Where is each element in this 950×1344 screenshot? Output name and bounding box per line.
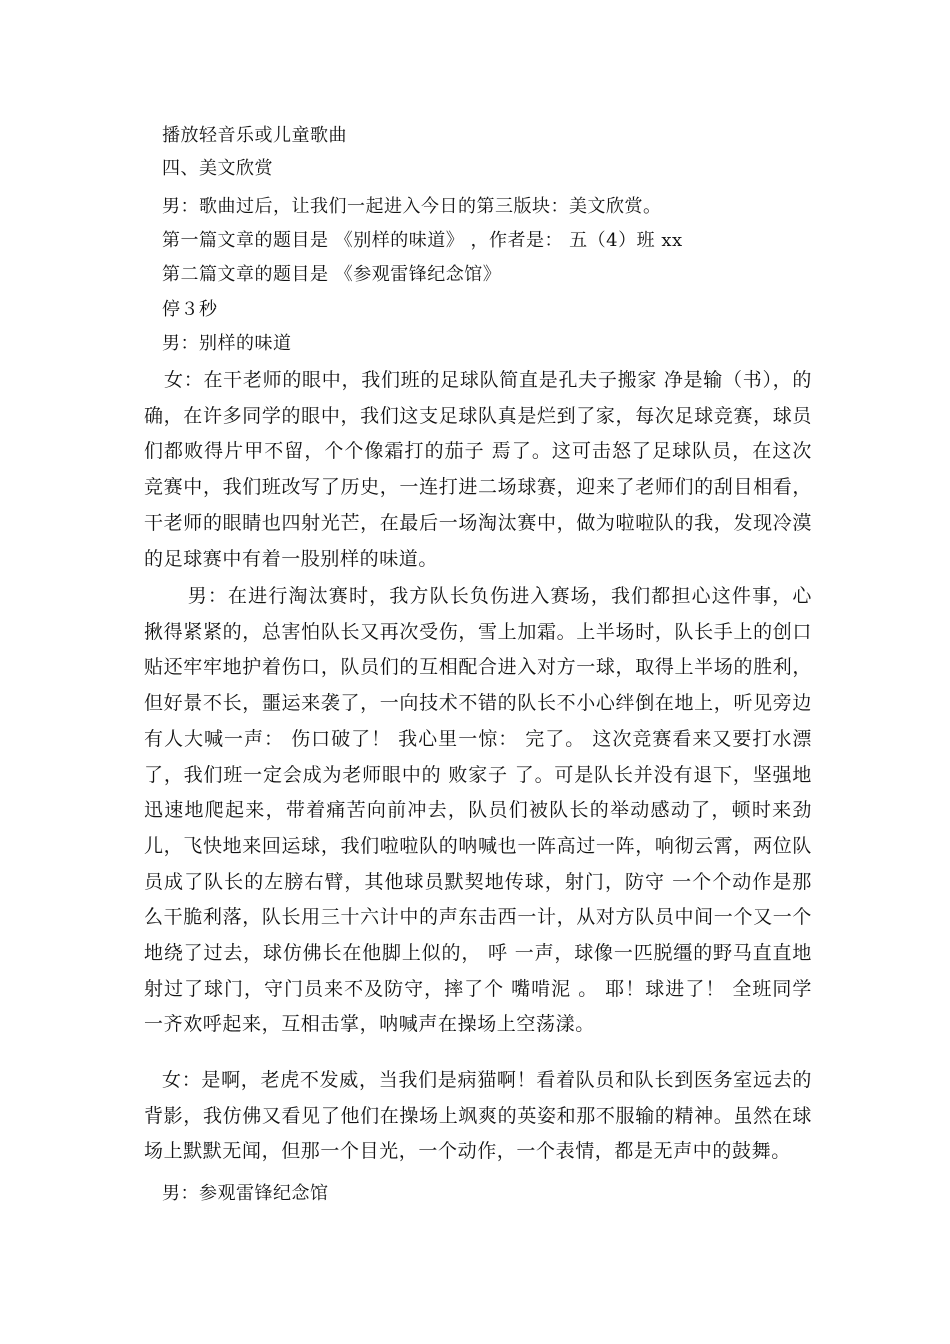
first-article-line: 第一篇文章的题目是 《别样的味道》 ，作者是： 五（4）班 xx <box>162 230 683 251</box>
female-paragraph-2: 女：是啊，老虎不发威，当我们是病猫啊！看着队员和队长到医务室远去的背影，我仿佛又看见了他们在操场上飒爽的英姿和那不服输的精神。虽然在球场上默默无闻，但那一个目光，一个动作，一个表情，都是无声中的鼓舞。 <box>144 1069 812 1163</box>
article-title-line: 男：别样的味道 <box>162 333 292 354</box>
music-cue-line: 播放轻音乐或儿童歌曲 <box>162 125 347 146</box>
female-paragraph-1: 女：在干老师的眼中，我们班的足球队简直是孔夫子搬家 净是输（书），的确，在许多同学的眼中，我们这支足球队真是烂到了家，每次足球竞赛，球员们都败得片甲不留，个个像霜打的茄子 焉了。这可击怒了足球队员，在这次竞赛中，我们班改写了历史，一连打进二场球赛，迎来了老师们的刮目相看，干老师的眼睛也四射光芒，在最后一场淘汰赛中，做为啦啦队的我，发现冷漠的足球赛中有着一股别样的味道。 <box>144 369 812 570</box>
host-intro-line: 男：歌曲过后，让我们一起进入今日的第三版块：美文欣赏。 <box>162 196 662 217</box>
next-article-line: 男：参观雷锋纪念馆 <box>162 1183 329 1204</box>
section-heading: 四、美文欣赏 <box>162 158 273 179</box>
second-article-line: 第二篇文章的题目是 《参观雷锋纪念馆》 <box>162 264 502 285</box>
pause-line: 停３秒 <box>162 299 218 320</box>
male-paragraph: 男：在进行淘汰赛时，我方队长负伤进入赛场，我们都担心这件事，心揪得紧紧的，总害怕队长又再次受伤，雪上加霜。上半场时，队长手上的创口贴还牢牢地护着伤口，队员们的互相配合进入对方一球，取得上半场的胜利，但好景不长，噩运来袭了，一向技术不错的队长不小心绊倒在地上，听见旁边有人大喊一声： 伤口破了！ 我心里一惊： 完了。 这次竞赛看来又要打水漂了，我们班一定会成为老师眼中的 败家子 了。可是队长并没有退下，坚强地迅速地爬起来，带着痛苦向前冲去，队员们被队长的举动感动了，顿时来劲儿，飞快地来回运球，我们啦啦队的呐喊也一阵高过一阵，响彻云霄，两位队员成了队长的左膀右臂，其他球员默契地传球，射门，防守 一个个动作是那么干脆利落，队长用三十六计中的声东击西一计，从对方队员中间一个又一个地绕了过去，球仿佛长在他脚上似的， 呼 一声，球像一匹脱缰的野马直直地射过了球门，守门员来不及防守，摔了个 嘴啃泥 。 耶！球进了！ 全班同学一齐欢呼起来，互相击掌，呐喊声在操场上空荡漾。 <box>144 585 812 1036</box>
